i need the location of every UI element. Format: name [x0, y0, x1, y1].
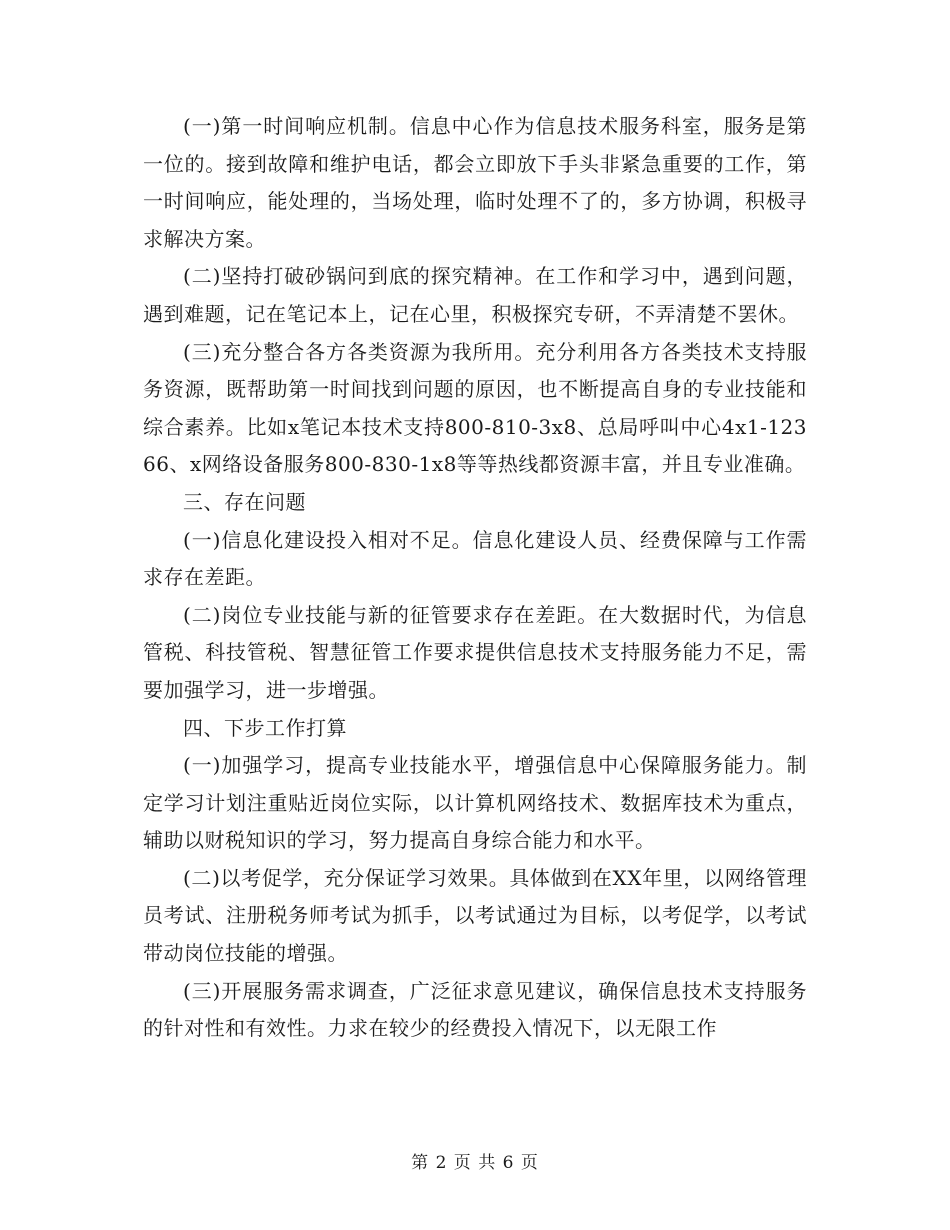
paragraph-inquiry-spirit: (二)坚持打破砂锅问到底的探究精神。在工作和学习中，遇到问题，遇到难题，记在笔记本上，记在心里，积极探究专研，不弄清楚不罢休。: [143, 264, 807, 326]
paragraph-exam-promotion: (二)以考促学，充分保证学习效果。具体做到在XX年里，以网络管理员考试、注册税务师考试为抓手，以考试通过为目标，以考促学，以考试带动岗位技能的增强。: [143, 865, 807, 966]
paragraph-service-survey: (三)开展服务需求调查，广泛征求意见建议，确保信息技术支持服务的针对性和有效性。力求在较少的经费投入情况下，以无限工作: [143, 978, 807, 1041]
paragraph-resource-integration: (三)充分整合各方各类资源为我所用。充分利用各方各类技术支持服务资源，既帮助第一时间找到问题的原因，也不断提高自身的专业技能和综合素养。比如x笔记本技术支持800-810-3x8、总局呼叫中心4x1-12366、x网络设备服务800-830-1x8等等热线都资源丰富，并且专业准确。: [143, 339, 807, 477]
paragraph-skill-gap: (二)岗位专业技能与新的征管要求存在差距。在大数据时代，为信息管税、科技管税、智慧征管工作要求提供信息技术支持服务能力不足，需要加强学习，进一步增强。: [143, 602, 807, 702]
document-body: [143, 108, 807, 1048]
paragraph-strengthen-learning: (一)加强学习，提高专业技能水平，增强信息中心保障服务能力。制定学习计划注重贴近岗位实际，以计算机网络技术、数据库技术为重点，辅助以财税知识的学习，努力提高自身综合能力和水平。: [143, 753, 807, 853]
section-heading-next-steps: 四、下步工作打算: [183, 715, 347, 740]
paragraph-response-mechanism: (一)第一时间响应机制。信息中心作为信息技术服务科室，服务是第一位的。接到故障和维护电话，都会立即放下手头非紧急重要的工作，第一时间响应，能处理的，当场处理，临时处理不了的，多方协调，积极寻求解决方案。: [143, 114, 807, 251]
page-number-footer: 第 2 页 共 6 页: [411, 1153, 539, 1173]
section-heading-problems: 三、存在问题: [183, 489, 306, 514]
paragraph-investment-shortage: (一)信息化建设投入相对不足。信息化建设人员、经费保障与工作需求存在差距。: [143, 527, 807, 590]
